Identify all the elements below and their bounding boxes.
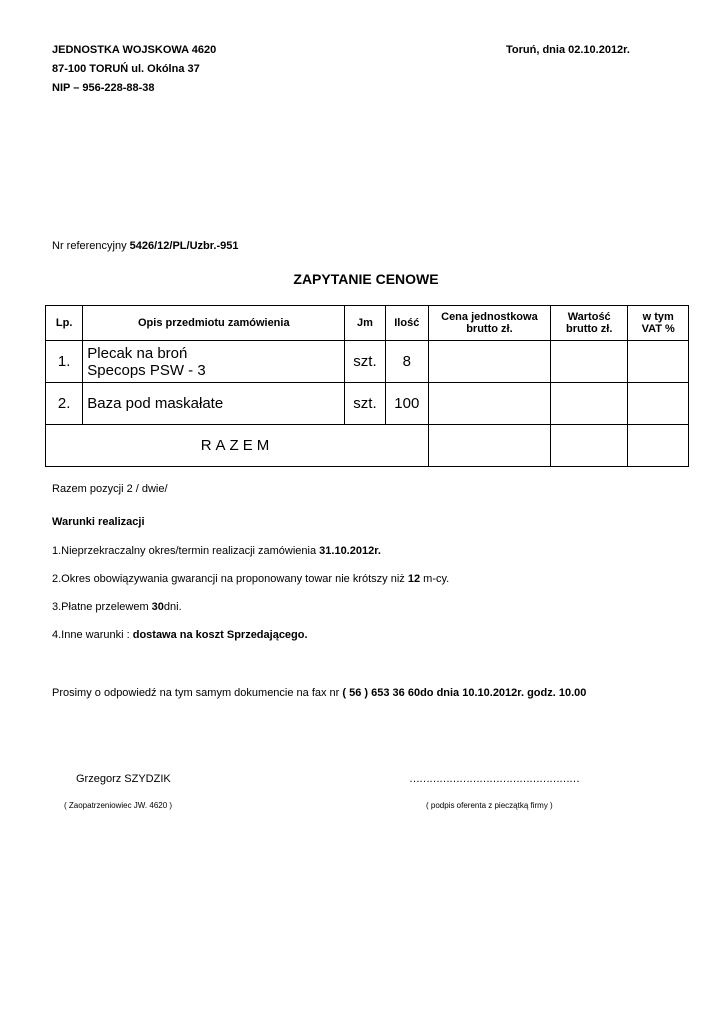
col-value: Wartość brutto zł. <box>550 306 628 341</box>
offeror-signature-caption: ( podpis oferenta z pieczątką firmy ) <box>426 801 553 810</box>
col-lp: Lp. <box>46 306 83 341</box>
unit-address: 87-100 TORUŃ ul. Okólna 37 <box>52 63 200 75</box>
reference-line <box>52 240 238 252</box>
reference-label: Nr referencyjny <box>52 240 130 252</box>
row-unit-price-cell[interactable] <box>428 341 550 383</box>
row-unit-price-cell[interactable] <box>428 383 550 425</box>
table-row <box>46 341 689 383</box>
quote-table <box>45 305 689 467</box>
row-vat-cell[interactable] <box>628 341 689 383</box>
row-desc: Baza pod maskałate <box>83 383 345 425</box>
col-desc: Opis przedmiotu zamówienia <box>83 306 345 341</box>
row-vat-cell[interactable] <box>628 383 689 425</box>
signer-name: Grzegorz SZYDZIK <box>76 773 171 785</box>
row-jm: szt. <box>345 383 385 425</box>
table-total-row <box>46 425 689 467</box>
unit-nip: NIP – 956-228-88-38 <box>52 82 155 94</box>
place-date: Toruń, dnia 02.10.2012r. <box>506 44 630 56</box>
row-qty: 8 <box>385 341 428 383</box>
row-qty: 100 <box>385 383 428 425</box>
document-title: ZAPYTANIE CENOWE <box>293 271 439 287</box>
row-desc: Plecak na broń Specops PSW - 3 <box>83 341 345 383</box>
row-lp: 1. <box>46 341 83 383</box>
col-unit-price: Cena jednostkowa brutto zł. <box>428 306 550 341</box>
col-vat: w tym VAT % <box>628 306 689 341</box>
condition-1: 1.Nieprzekraczalny okres/termin realizacji zamówienia 31.10.2012r. <box>52 545 381 557</box>
signer-role: ( Zaopatrzeniowiec JW. 4620 ) <box>64 801 173 810</box>
table-header-row <box>46 306 689 341</box>
condition-2: 2.Okres obowiązywania gwarancji na proponowany towar nie krótszy niż 12 m-cy. <box>52 573 450 585</box>
positions-summary: Razem pozycji 2 / dwie/ <box>52 483 168 495</box>
col-qty: Ilość <box>385 306 428 341</box>
condition-4: 4.Inne warunki : dostawa na koszt Sprzedającego. <box>52 629 308 641</box>
offeror-signature-line[interactable]: …………………………………………… <box>409 773 579 785</box>
total-vat-cell[interactable] <box>628 425 689 467</box>
reference-number: 5426/12/PL/Uzbr.-951 <box>129 240 239 252</box>
row-value-cell[interactable] <box>550 383 628 425</box>
col-jm: Jm <box>345 306 385 341</box>
condition-3: 3.Płatne przelewem 30dni. <box>52 601 182 613</box>
unit-name: JEDNOSTKA WOJSKOWA 4620 <box>52 44 217 56</box>
row-value-cell[interactable] <box>550 341 628 383</box>
table-row <box>46 383 689 425</box>
total-unit-price-cell[interactable] <box>428 425 550 467</box>
total-label: RAZEM <box>46 425 429 467</box>
reply-request: Prosimy o odpowiedź na tym samym dokumencie na fax nr ( 56 ) 653 36 60do dnia 10.10.2012r. godz. 10.00 <box>52 687 587 699</box>
row-jm: szt. <box>345 341 385 383</box>
row-lp: 2. <box>46 383 83 425</box>
conditions-heading: Warunki realizacji <box>52 516 145 528</box>
total-value-cell[interactable] <box>550 425 628 467</box>
